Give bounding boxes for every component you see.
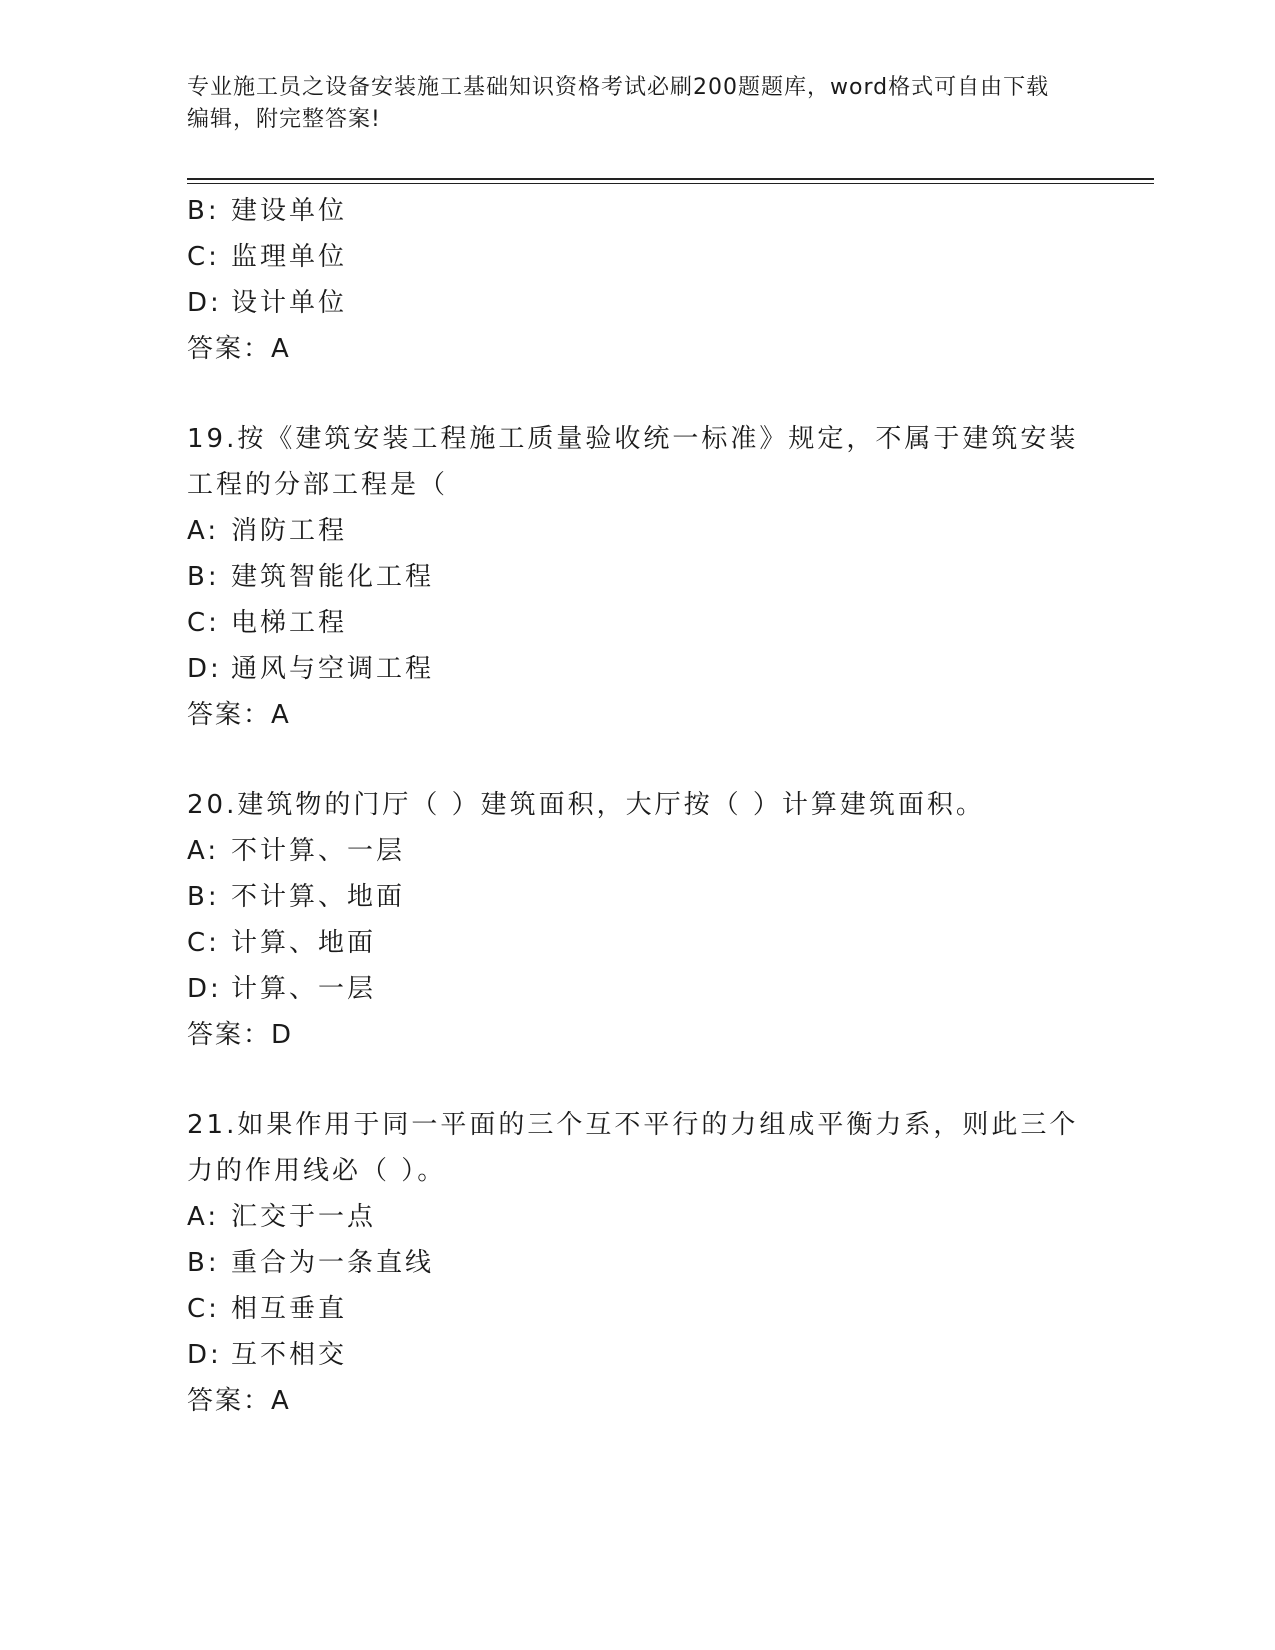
prev-question-block [187, 188, 1087, 372]
option-text: 设计单位 [231, 288, 348, 318]
option-text: 相互垂直 [231, 1294, 348, 1324]
option-a [187, 828, 1087, 874]
option-d [187, 1332, 1087, 1378]
answer-line: 答案：A [187, 334, 291, 364]
option-label: D: [187, 974, 222, 1004]
answer-line: 答案：A [187, 700, 291, 730]
option-label: A: [187, 836, 220, 866]
option-d [187, 646, 1087, 692]
option-text: 互不相交 [231, 1340, 348, 1370]
option-label: C: [187, 608, 220, 638]
option-text: 不计算、一层 [231, 836, 406, 866]
header-divider-thick [187, 178, 1154, 180]
option-text: 计算、一层 [231, 974, 377, 1004]
option-label: A: [187, 1202, 220, 1232]
option-d [187, 280, 1087, 326]
option-b [187, 1240, 1087, 1286]
option-label: B: [187, 196, 220, 226]
option-label: C: [187, 1294, 220, 1324]
question-list [187, 188, 1087, 1424]
question-text-line2: 力的作用线必（ ）。 [187, 1156, 447, 1186]
option-label: B: [187, 882, 220, 912]
option-text: 重合为一条直线 [231, 1248, 435, 1278]
question-text-line1: 19.按《建筑安装工程施工质量验收统一标准》规定，不属于建筑安装 [187, 424, 1079, 454]
option-c [187, 1286, 1087, 1332]
option-label: A: [187, 516, 220, 546]
option-label: D: [187, 654, 222, 684]
question-text-line2: 工程的分部工程是（ [187, 470, 449, 500]
option-d [187, 966, 1087, 1012]
document-header: 专业施工员之设备安装施工基础知识资格考试必刷200题题库，word格式可自由下载编辑，附完整答案! [187, 75, 1050, 132]
option-b [187, 188, 1087, 234]
question-20-block [187, 782, 1087, 1058]
question-21-block [187, 1102, 1087, 1424]
option-text: 监理单位 [231, 242, 348, 272]
option-text: 电梯工程 [231, 608, 348, 638]
option-text: 汇交于一点 [231, 1202, 377, 1232]
option-text: 消防工程 [231, 516, 348, 546]
option-text: 计算、地面 [231, 928, 377, 958]
option-c [187, 600, 1087, 646]
option-b [187, 554, 1087, 600]
answer-line: 答案：A [187, 1386, 291, 1416]
question-19-block [187, 416, 1087, 738]
option-label: C: [187, 928, 220, 958]
option-label: B: [187, 1248, 220, 1278]
answer-line: 答案：D [187, 1020, 294, 1050]
option-label: D: [187, 288, 222, 318]
option-label: D: [187, 1340, 222, 1370]
option-b [187, 874, 1087, 920]
option-c [187, 920, 1087, 966]
option-text: 建设单位 [231, 196, 348, 226]
question-text-line1: 20.建筑物的门厅（ ）建筑面积，大厅按（ ）计算建筑面积。 [187, 790, 985, 820]
option-label: B: [187, 562, 220, 592]
option-a [187, 508, 1087, 554]
option-text: 不计算、地面 [231, 882, 406, 912]
option-text: 建筑智能化工程 [231, 562, 435, 592]
question-text-line1: 21.如果作用于同一平面的三个互不平行的力组成平衡力系，则此三个 [187, 1110, 1079, 1140]
option-a [187, 1194, 1087, 1240]
option-text: 通风与空调工程 [231, 654, 435, 684]
option-c [187, 234, 1087, 280]
header-divider-thin [187, 183, 1154, 184]
option-label: C: [187, 242, 220, 272]
